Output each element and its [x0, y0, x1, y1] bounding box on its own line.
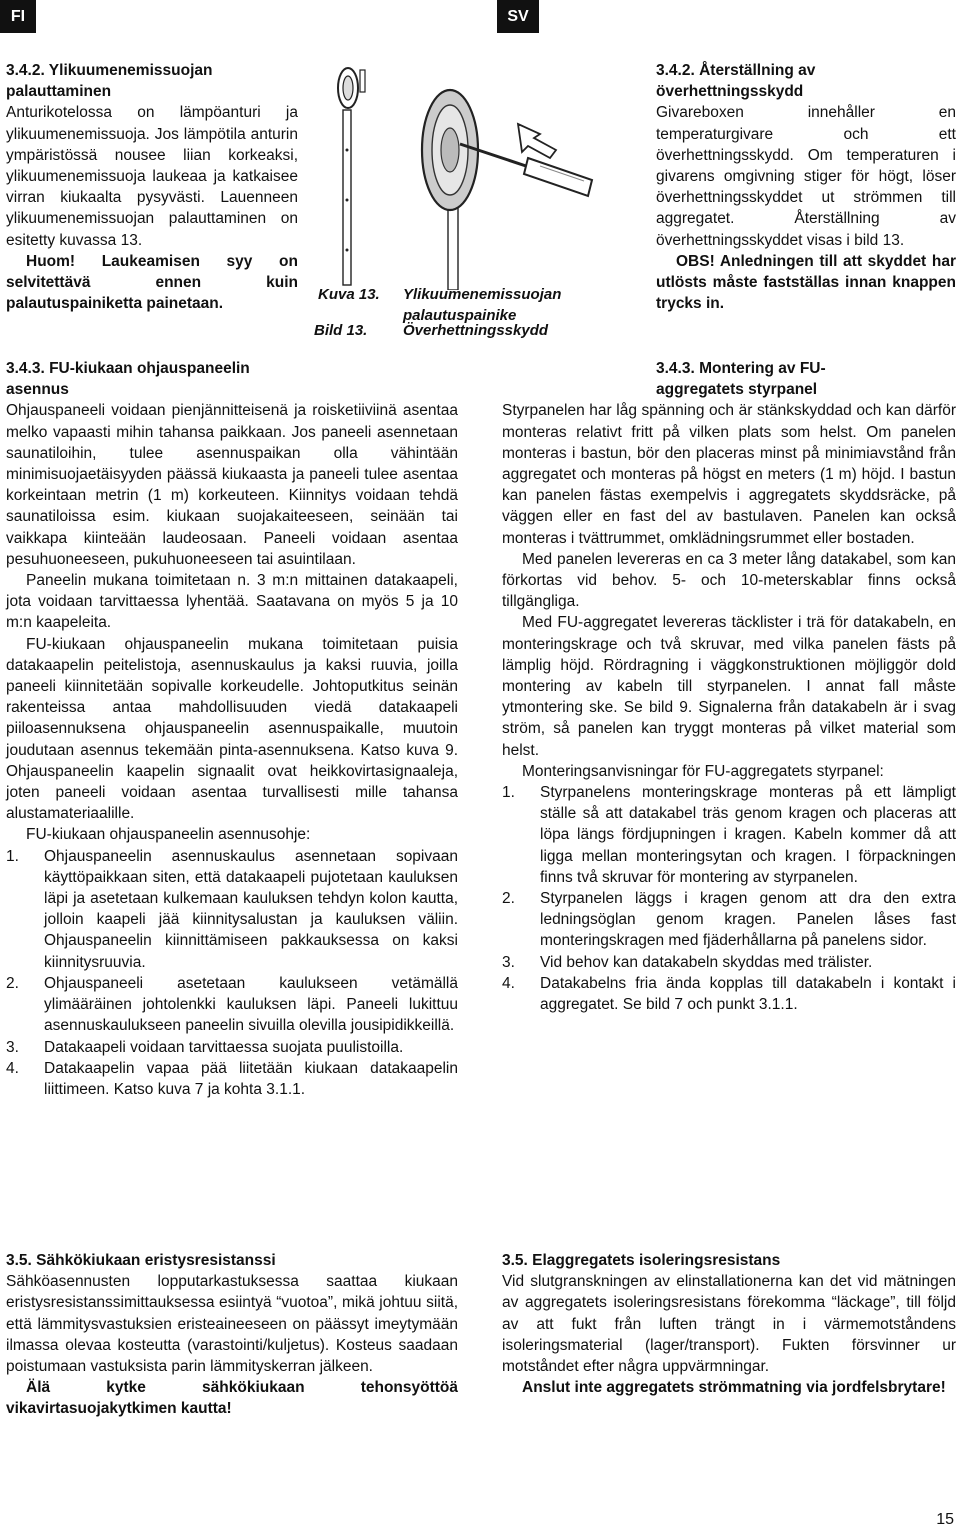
list-text: Styrpanelen läggs i kragen genom att dra den extra ledningsöglan genom kragen. Panelen låses fast monteringskragen med fjäderhållarna på panelens sidor.: [540, 890, 956, 950]
fi-342-warning: Huom! Laukeamisen syy on selvitettävä ennen kuin palautuspainiketta painetaan.: [6, 252, 298, 313]
fi-343-list-item: [6, 846, 458, 973]
fi-section-35: [6, 1250, 458, 1420]
sv-section-342: [656, 60, 956, 314]
fi-343-title: 3.4.3. FU-kiukaan ohjauspaneelin asennus: [6, 360, 250, 399]
list-text: Ohjauspaneelin asennuskaulus asennetaan sopivaan käyttöpaikkaan siten, että datakaapeli pujotetaan kauluksen läpi ja asetetaan kulkemaan kauluksen tehdyn kolon kautta, jolloin kaapeli jää kiinnitysalustan ja kauluksen väliin. Ohjauspaneelin kiinnittämiseen pakkauksessa on kaksi kiinnitysruuvia.: [44, 847, 458, 971]
list-number: 2.: [6, 974, 19, 992]
list-text: Ohjauspaneeli asetetaan kaulukseen vetämällä ylimääräinen johtolenkki kauluksen läpi. Paneeli lukittuu asennuskaulukseen paneelin sivuilla olevilla jousipidikkeillä.: [44, 974, 458, 1035]
sv-342-body: Givareboxen innehåller en temperaturgivare och ett överhettningsskydd. Om temperaturen i givarens omgivning stiger för högt, löser överhettningsskyddet ut strömmen till aggregatet. Återställning av överhettningsskyddet visas i bild 13.: [656, 104, 956, 249]
list-text: Datakaapelin vapaa pää liitetään kiukaan datakaapelin liittimeen. Katso kuva 7 ja kohta 3.1.1.: [44, 1059, 458, 1098]
list-number: 4.: [6, 1059, 19, 1077]
fi-343-list-item: [6, 1037, 458, 1058]
sv-343-list-item: [502, 888, 956, 952]
list-text: Styrpanelens monteringskrage monteras på ett lämpligt ställe så att datakabel träs genom kragen och placeras att löpa längs fördjupningen i kragen. Kabeln kommer då att ligga mellan monteringsytan och kragen. I förpackningen finns två skruvar för montering av styrpanelen.: [540, 784, 956, 886]
fi-342-title: 3.4.2. Ylikuumenemissuojan palauttaminen: [6, 62, 213, 101]
list-number: 1.: [6, 847, 19, 865]
fi-section-342: [6, 60, 298, 314]
language-tab-sv: SV: [497, 0, 539, 33]
list-number: 2.: [502, 890, 515, 908]
sv-35-warning: Anslut inte aggregatets strömmatning via jordfelsbrytare!: [522, 1379, 946, 1397]
sv-343-p3: Med FU-aggregatet levereras täcklister i trä för datakabeln, en monteringskrage och två skruvar, med vilka panelen fästs på lämplig höjd. Rördragning i väggkonstruktionen möjliggör dold montering av kabeln till styrpanelen. I annat fall måste ytmontering ske. Se bild 9. Signalerna från datakabeln är i svag ström, så panelen kan tryggt monteras på vilket material som helst.: [502, 614, 956, 759]
figure-caption-sv-text: Överhettningsskydd: [403, 322, 549, 339]
list-text: Datakabelns fria ända kopplas till datakabeln i kontakt i aggregatet. Se bild 7 och punkt 3.1.1.: [540, 974, 956, 1014]
page-number: 15: [936, 1510, 954, 1528]
fi-343-p2: Paneelin mukana toimitetaan n. 3 m:n mittainen datakaapeli, jota voidaan tarvittaessa lyhentää. Saatavana on myös 5 ja 10 m:n kaapeleita.: [6, 572, 458, 632]
sv-343-list-item: [502, 782, 956, 888]
list-number: 1.: [502, 784, 515, 802]
fi-342-body: Anturikotelossa on lämpöanturi ja ylikuumenemissuoja. Jos lämpötila anturin ympäristössä nousee liian korkeaksi, ylikuumenemissuoja laukeaa ja katkaisee virran kiukaalta pysyvästi. Lauenneen ylikuumenemissuojan palauttaminen on esitetty kuvassa 13.: [6, 104, 298, 249]
fi-35-warning: Älä kytke sähkökiukaan tehonsyöttöä vikavirtasuojakytkimen kautta!: [6, 1379, 458, 1418]
fi-35-title: 3.5. Sähkökiukaan eristysresistanssi: [6, 1252, 276, 1269]
figure-caption-fi-label: Kuva 13.: [318, 286, 380, 303]
sv-343-list-item: [502, 952, 956, 973]
sv-343-p1: Styrpanelen har låg spänning och är stänkskyddad och kan därför monteras relativt fritt på vilken plats som helst. Om panelen monteras i bastun, bör den placeras minst på minimiavstånd från aggregatet och monteras på högst en meters (1 m) höjd. I bastun kan panelen fästas exempelvis i aggregatets skyddsräcke, på väggen eller en fast del av bastulaven. Panelen kan också monteras i tvättrummet, omklädningsrummet eller bostaden.: [502, 402, 956, 547]
list-number: 4.: [502, 974, 515, 992]
sv-343-list-item: [502, 973, 956, 1015]
list-text: Datakaapeli voidaan tarvittaessa suojata puulistoilla.: [44, 1038, 404, 1056]
fi-35-body: Sähköasennusten lopputarkastuksessa saattaa kiukaan eristysresistanssimittauksessa esiintyä “vuotoa”, mikä johtuu siitä, että lämmitysvastuksien eristeaineeseen on päässyt imeytymään ilmassa olevaa kosteutta (varastointi/kuljetus). Kosteus saadaan poistumaan vastuksista parin lämmityskerran jälkeen.: [6, 1273, 458, 1376]
list-number: 3.: [502, 953, 515, 971]
sv-343-p4: Monteringsanvisningar för FU-aggregatets styrpanel:: [522, 762, 884, 780]
fi-343-p1: Ohjauspaneeli voidaan pienjännitteisenä ja roisketiiviinä asentaa melko vapaasti mihin tahansa paikkaan. Jos paneeli asennetaan saunatiloihin, tulee asennuspaikan olla vähintään minimisuojaetäisyyden päässä kiukaasta ja paneeli tulee asentaa korkeintaan metrin (1 m) korkeuteen. Kiinnitys voidaan tehdä saunatiloissa esim. kiukaan suojakaiteeseen, seinään tai vaikkapa kiinteään laudeosaan. Paneeli voidaan asentaa pesuhuoneeseen, pukuhuoneeseen tai asuintilaan.: [6, 402, 458, 568]
fi-343-list-item: [6, 1058, 458, 1100]
sv-35-body: Vid slutgranskningen av elinstallationerna kan det vid mätningen av aggregatets isoleringsresistans förekomma “läckage”, till följd av att fukt från luften trängt in i värmemotståndens isoleringsmaterial (lager/transport). Fukten försvinner ur motståndet efter några uppvärmningar.: [502, 1273, 956, 1376]
sv-342-warning: OBS! Anledningen till att skyddet har utlösts måste fastställas innan knappen trycks in.: [656, 252, 956, 313]
sv-section-35: [502, 1250, 956, 1398]
figure-caption-sv-label: Bild 13.: [314, 322, 368, 339]
list-number: 3.: [6, 1038, 19, 1056]
fi-section-343: [6, 358, 458, 1100]
fi-343-list-item: [6, 973, 458, 1037]
fi-343-p3: FU-kiukaan ohjauspaneelin mukana toimitetaan puisia datakaapelin peitelistoja, asennuskaulus ja kaksi ruuvia, joilla paneeli kiinnitetään sopivalle korkeudelle. Johtoputkitus seinän rakenteissa antaa mahdollisuuden viedä datakaapeli piiloasennuksena ohjauspaneelin asennuspaikalle, muutoin joudutaan asennus tekemään pinta-asennuksena. Katso kuva 9. Ohjauspaneelin kaapelin signaalit ovat heikkovirtasignaaleja, joten paneeli voidaan asentaa turvallisesti mille tahansa alustamateriaalille.: [6, 635, 458, 823]
sv-343-title: 3.4.3. Montering av FU-aggregatets styrpanel: [656, 360, 826, 399]
overheat-reset-illustration: [300, 40, 620, 290]
sv-342-title: 3.4.2. Återställning av överhettningsskydd: [656, 62, 816, 101]
figure-caption-fi-text: Ylikuumenemissuojan palautuspainike: [403, 286, 562, 324]
fi-343-p4: FU-kiukaan ohjauspaneelin asennusohje:: [26, 826, 311, 844]
language-tab-fi: FI: [0, 0, 36, 33]
sv-section-343: [502, 358, 956, 1015]
list-text: Vid behov kan datakabeln skyddas med trälister.: [540, 953, 873, 971]
sv-35-title: 3.5. Elaggregatets isoleringsresistans: [502, 1252, 781, 1269]
sv-343-p2: Med panelen levereras en ca 3 meter lång datakabel, som kan förkortas vid behov. 5- och 10-meterskablar finns också tillgängliga.: [502, 550, 956, 611]
figure-13: [300, 40, 620, 290]
